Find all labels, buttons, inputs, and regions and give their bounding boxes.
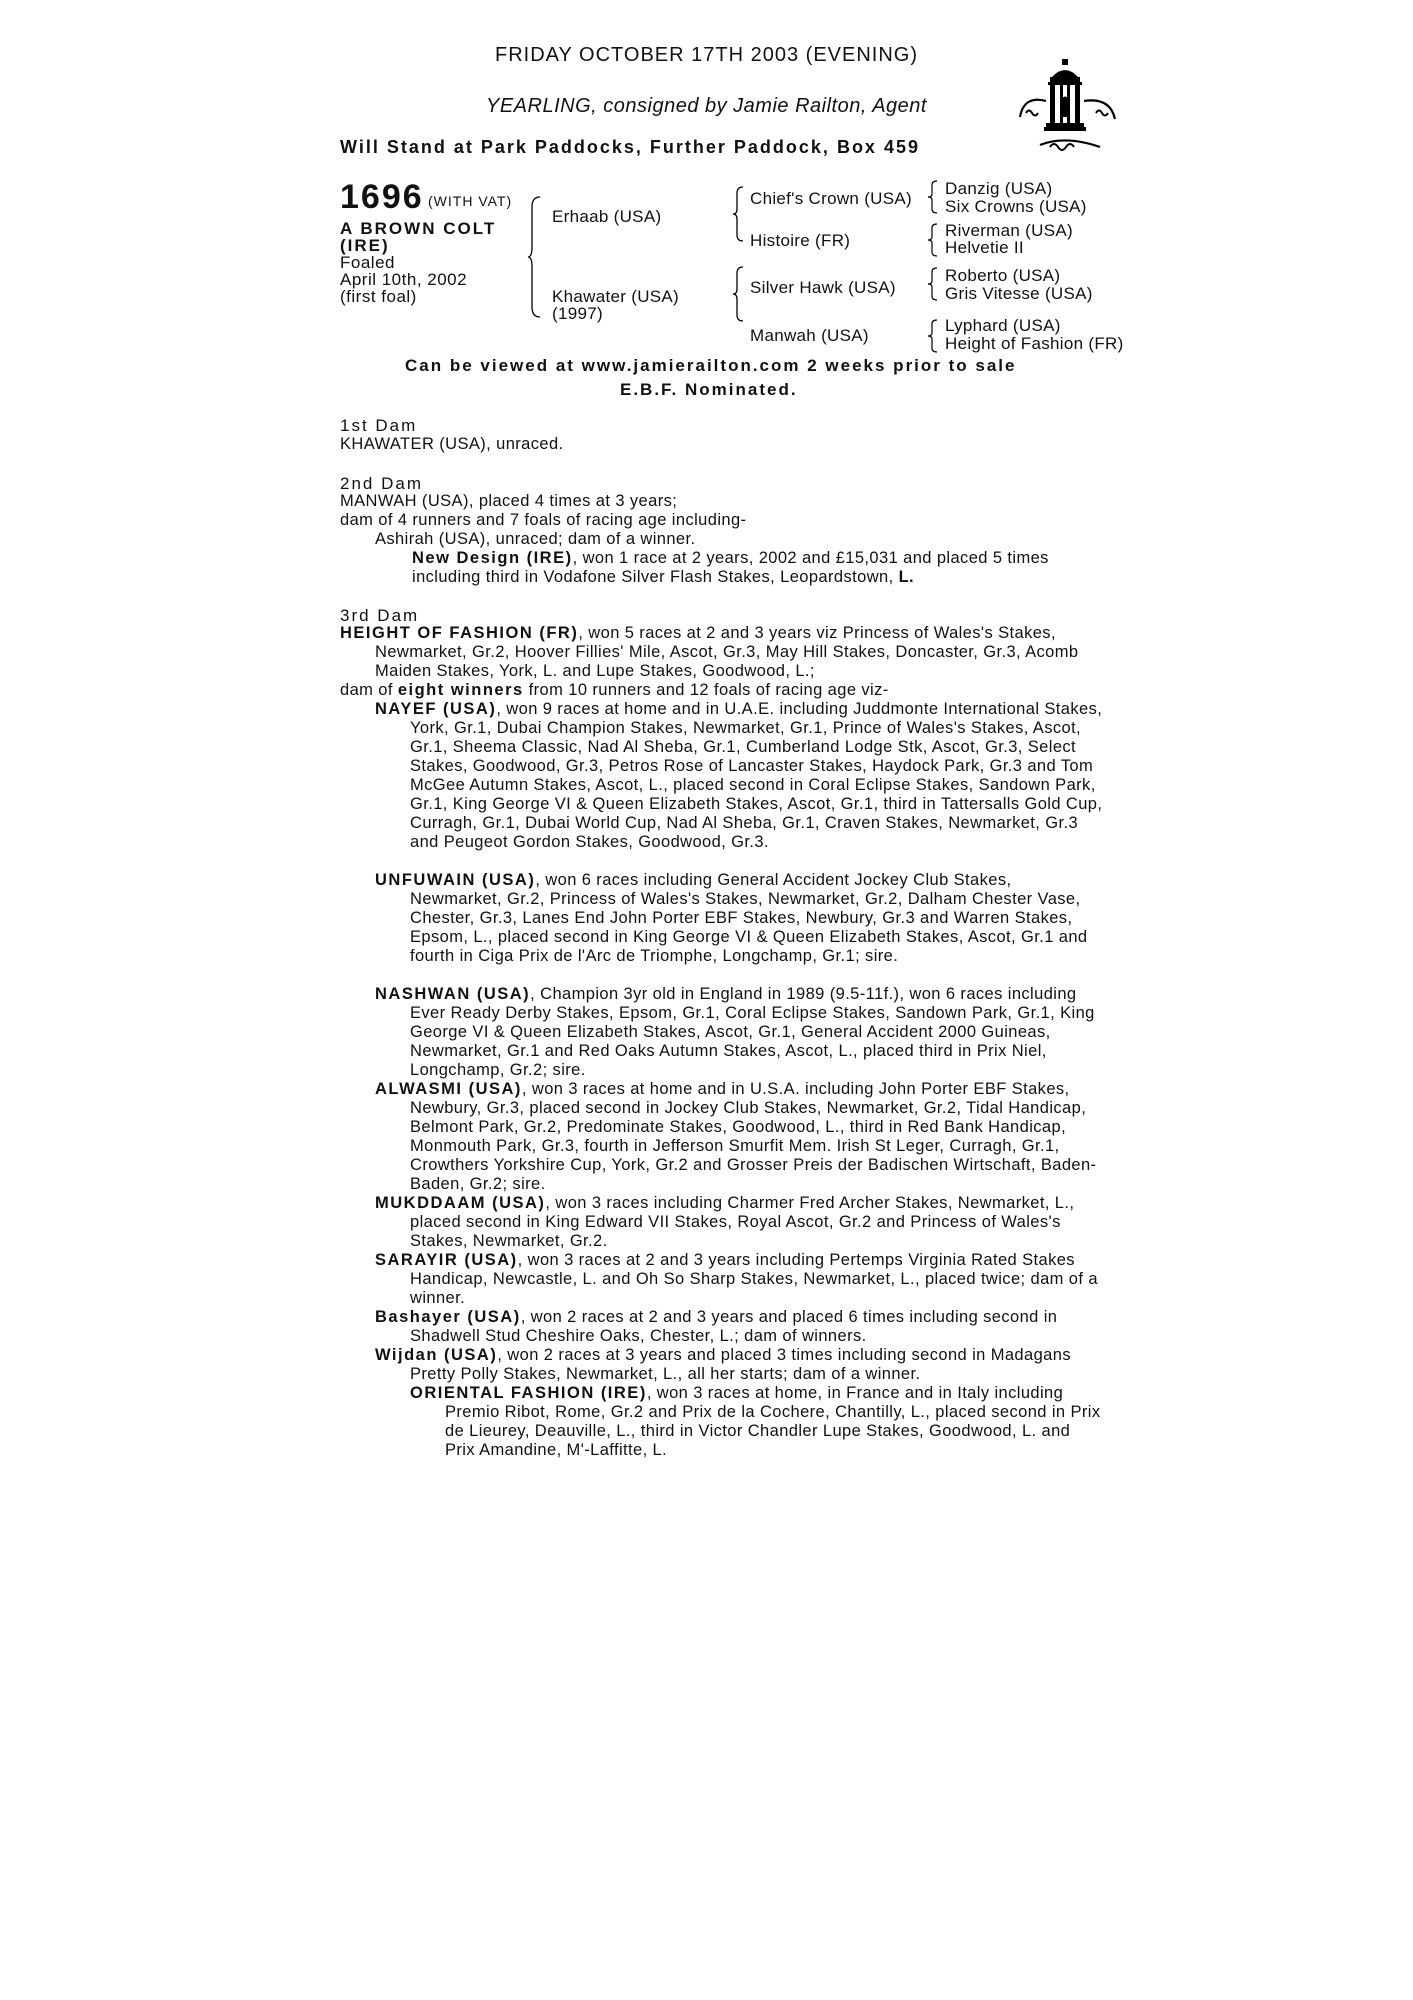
- produce-name: UNFUWAIN (USA): [375, 871, 536, 889]
- sale-date-heading: FRIDAY OCTOBER 17TH 2003 (EVENING): [495, 44, 918, 66]
- pedigree-brace-g2: [928, 222, 940, 258]
- pedigree-dam: Khawater (USA): [552, 287, 680, 306]
- lot-number: 1696: [340, 178, 424, 216]
- foaled-date: April 10th, 2002: [340, 270, 468, 289]
- consignor-line: YEARLING, consigned by Jamie Railton, Agent: [486, 95, 927, 117]
- produce-nashwan: [375, 985, 1105, 1080]
- pedigree-g1: Danzig (USA): [945, 179, 1053, 198]
- produce-nayef: [375, 700, 1105, 852]
- pedigree-g2: Six Crowns (USA): [945, 197, 1087, 216]
- lot-colt-description: A BROWN COLT: [340, 219, 497, 238]
- produce-name: NAYEF (USA): [375, 700, 497, 718]
- pedigree-dam-sire: Silver Hawk (USA): [750, 278, 896, 297]
- produce-text: , Champion 3yr old in England in 1989 (9.5-11f.), won 6 races including Ever Ready Derby Stakes, Epsom, Gr.1, Coral Eclipse Stakes, Sandown Park, Gr.1, King George VI & Queen Elizabeth Stakes, Ascot, Gr.1, General Accident 2000 Guineas, Newmarket, Gr.1 and Red Oaks Autumn Stakes, Ascot, L., placed third in Prix Niel, Longchamp, Gr.2; sire.: [410, 985, 1095, 1079]
- pedigree-g7: Lyphard (USA): [945, 316, 1061, 335]
- oriental-name: ORIENTAL FASHION (IRE): [410, 1384, 647, 1402]
- produce-text: , won 3 races including Charmer Fred Archer Stakes, Newmarket, L., placed second in King Edward VII Stakes, Royal Ascot, Gr.2 and Princess of Wales's Stakes, Newmarket, Gr.2.: [410, 1194, 1075, 1250]
- pedigree-brace-g1: [928, 179, 940, 215]
- produce-text: , won 6 races including General Accident Jockey Club Stakes, Newmarket, Gr.2, Princess of Wales's Stakes, Newmarket, Gr.2, Dalham Chester Vase, Chester, Gr.3, Lanes End John Porter EBF Stakes, Newbury, Gr.3 and Warren Stakes, Epsom, L., placed second in King George VI & Queen Elizabeth Stakes, Ascot, Gr.1 and fourth in Ciga Prix de l'Arc de Triomphe, Longchamp, Gr.1; sire.: [410, 871, 1088, 965]
- tattersalls-rotunda-logo-icon: [1010, 55, 1125, 155]
- hof-name: HEIGHT OF FASHION (FR): [340, 624, 579, 642]
- produce-name: NASHWAN (USA): [375, 985, 531, 1003]
- pedigree-brace-sire: [733, 185, 749, 243]
- produce-mukddaam: [375, 1194, 1105, 1251]
- pedigree-g8: Height of Fashion (FR): [945, 334, 1124, 353]
- foaled-label: Foaled: [340, 253, 395, 272]
- lot-origin: (IRE): [340, 236, 390, 255]
- height-of-fashion-entry: [340, 624, 1105, 681]
- produce-name: MUKDDAAM (USA): [375, 1194, 546, 1212]
- produce-text: , won 2 races at 2 and 3 years and placed 6 times including second in Shadwell Stud Cheshire Oaks, Chester, L.; dam of winners.: [410, 1308, 1058, 1345]
- pedigree-sire-sire: Chief's Crown (USA): [750, 189, 912, 208]
- produce-bashayer: [375, 1308, 1105, 1346]
- pedigree-dam-year: (1997): [552, 304, 603, 323]
- first-dam-heading: 1st Dam: [340, 416, 418, 435]
- second-dam-line2: dam of 4 runners and 7 foals of racing age including-: [340, 511, 747, 529]
- oriental-text: , won 3 races at home, in France and in Italy including Premio Ribot, Rome, Gr.2 and Prix de la Cochere, Chantilly, L., placed second in Prix de Lieurey, Deauville, L., third in Victor Chandler Lupe Stakes, Goodwood, L. and Prix Amandine, M'-Laffitte, L.: [445, 1384, 1101, 1459]
- produce-sarayir: [375, 1251, 1105, 1308]
- new-design-entry: [412, 549, 1072, 587]
- pedigree-brace-dam: [733, 265, 749, 323]
- new-design-text: , won 1 race at 2 years, 2002 and £15,031 and placed 5 times including third in Vodafone Silver Flash Stakes, Leopardstown,: [412, 549, 1049, 586]
- second-dam-heading: 2nd Dam: [340, 474, 423, 493]
- pedigree-g6: Gris Vitesse (USA): [945, 284, 1093, 303]
- hof-dam-of-line: [340, 681, 1070, 700]
- produce-name: Wijdan (USA): [375, 1346, 498, 1364]
- pedigree-brace-g4: [928, 318, 940, 354]
- produce-alwasmi: [375, 1080, 1105, 1194]
- stand-location: Will Stand at Park Paddocks, Further Paddock, Box 459: [340, 137, 920, 157]
- pedigree-sire: Erhaab (USA): [552, 207, 662, 226]
- second-dam-line1: MANWAH (USA), placed 4 times at 3 years;: [340, 492, 678, 510]
- vat-note: (WITH VAT): [428, 193, 513, 209]
- pedigree-g4: Helvetie II: [945, 238, 1024, 257]
- pedigree-dam-dam: Manwah (USA): [750, 326, 869, 345]
- viewing-note: Can be viewed at www.jamierailton.com 2 weeks prior to sale: [405, 356, 1017, 375]
- new-design-name: New Design (IRE): [412, 549, 573, 567]
- produce-text: , won 3 races at 2 and 3 years including Pertemps Virginia Rated Stakes Handicap, Newcastle, L. and Oh So Sharp Stakes, Newmarket, L., placed twice; dam of a winner.: [410, 1251, 1098, 1307]
- produce-wijdan: [375, 1346, 1105, 1384]
- pedigree-brace-main: [528, 195, 548, 320]
- first-foal-note: (first foal): [340, 287, 417, 306]
- produce-name: ALWASMI (USA): [375, 1080, 522, 1098]
- produce-oriental-fashion: [410, 1384, 1105, 1460]
- hof-dam-of: dam of: [340, 681, 398, 699]
- produce-text: , won 3 races at home and in U.S.A. including John Porter EBF Stakes, Newbury, Gr.3, placed second in Jockey Club Stakes, Newmarket, Gr.2, Tidal Handicap, Belmont Park, Gr.2, Predominate Stakes, Goodwood, L., third in Red Bank Handicap, Monmouth Park, Gr.3, fourth in Jefferson Smurfit Mem. Irish St Leger, Curragh, Gr.1, Crowthers Yorkshire Cup, York, Gr.2 and Grosser Preis der Badischen Wirtschaft, Baden-Baden, Gr.2; sire.: [410, 1080, 1097, 1193]
- pedigree-g5: Roberto (USA): [945, 266, 1061, 285]
- produce-text: , won 9 races at home and in U.A.E. including Juddmonte International Stakes, York, Gr.1, Dubai Champion Stakes, Newmarket, Gr.1, Prince of Wales's Stakes, Ascot, Gr.1, Sheema Classic, Nad Al Sheba, Gr.1, Cumberland Lodge Stk, Ascot, Gr.3, Select Stakes, Goodwood, Gr.3, Petros Rose of Lancaster Stakes, Haydock Park, Gr.3 and Tom McGee Autumn Stakes, Ascot, L., placed second in Coral Eclipse Stakes, Sandown Park, Gr.1, King George VI & Queen Elizabeth Stakes, Ascot, Gr.1, third in Tattersalls Gold Cup, Curragh, Gr.1, Dubai World Cup, Nad Al Sheba, Gr.1, Craven Stakes, Newmarket, Gr.3 and Peugeot Gordon Stakes, Goodwood, Gr.3.: [410, 700, 1103, 851]
- new-design-end: L.: [898, 568, 915, 586]
- produce-unfuwain: [375, 871, 1105, 966]
- pedigree-brace-g3: [928, 266, 940, 302]
- first-dam-text: KHAWATER (USA), unraced.: [340, 435, 564, 453]
- lot-description: [340, 220, 496, 305]
- hof-text: , won 5 races at 2 and 3 years viz Princess of Wales's Stakes, Newmarket, Gr.2, Hoover Fillies' Mile, Ascot, Gr.3, May Hill Stakes, Doncaster, Gr.3, Acomb Maiden Stakes, York, L. and Lupe Stakes, Goodwood, L.;: [375, 624, 1079, 680]
- hof-dam-rest: from 10 runners and 12 foals of racing age viz-: [523, 681, 889, 699]
- third-dam-heading: 3rd Dam: [340, 606, 420, 625]
- second-dam-line3: Ashirah (USA), unraced; dam of a winner.: [375, 530, 696, 548]
- pedigree-sire-dam: Histoire (FR): [750, 231, 851, 250]
- produce-name: SARAYIR (USA): [375, 1251, 518, 1269]
- produce-text: , won 2 races at 3 years and placed 3 times including second in Madagans Pretty Polly Stakes, Newmarket, L., all her starts; dam of a winner.: [410, 1346, 1071, 1383]
- hof-winners: eight winners: [397, 681, 524, 699]
- ebf-note: E.B.F. Nominated.: [620, 380, 798, 399]
- pedigree-g3: Riverman (USA): [945, 221, 1073, 240]
- produce-name: Bashayer (USA): [375, 1308, 521, 1326]
